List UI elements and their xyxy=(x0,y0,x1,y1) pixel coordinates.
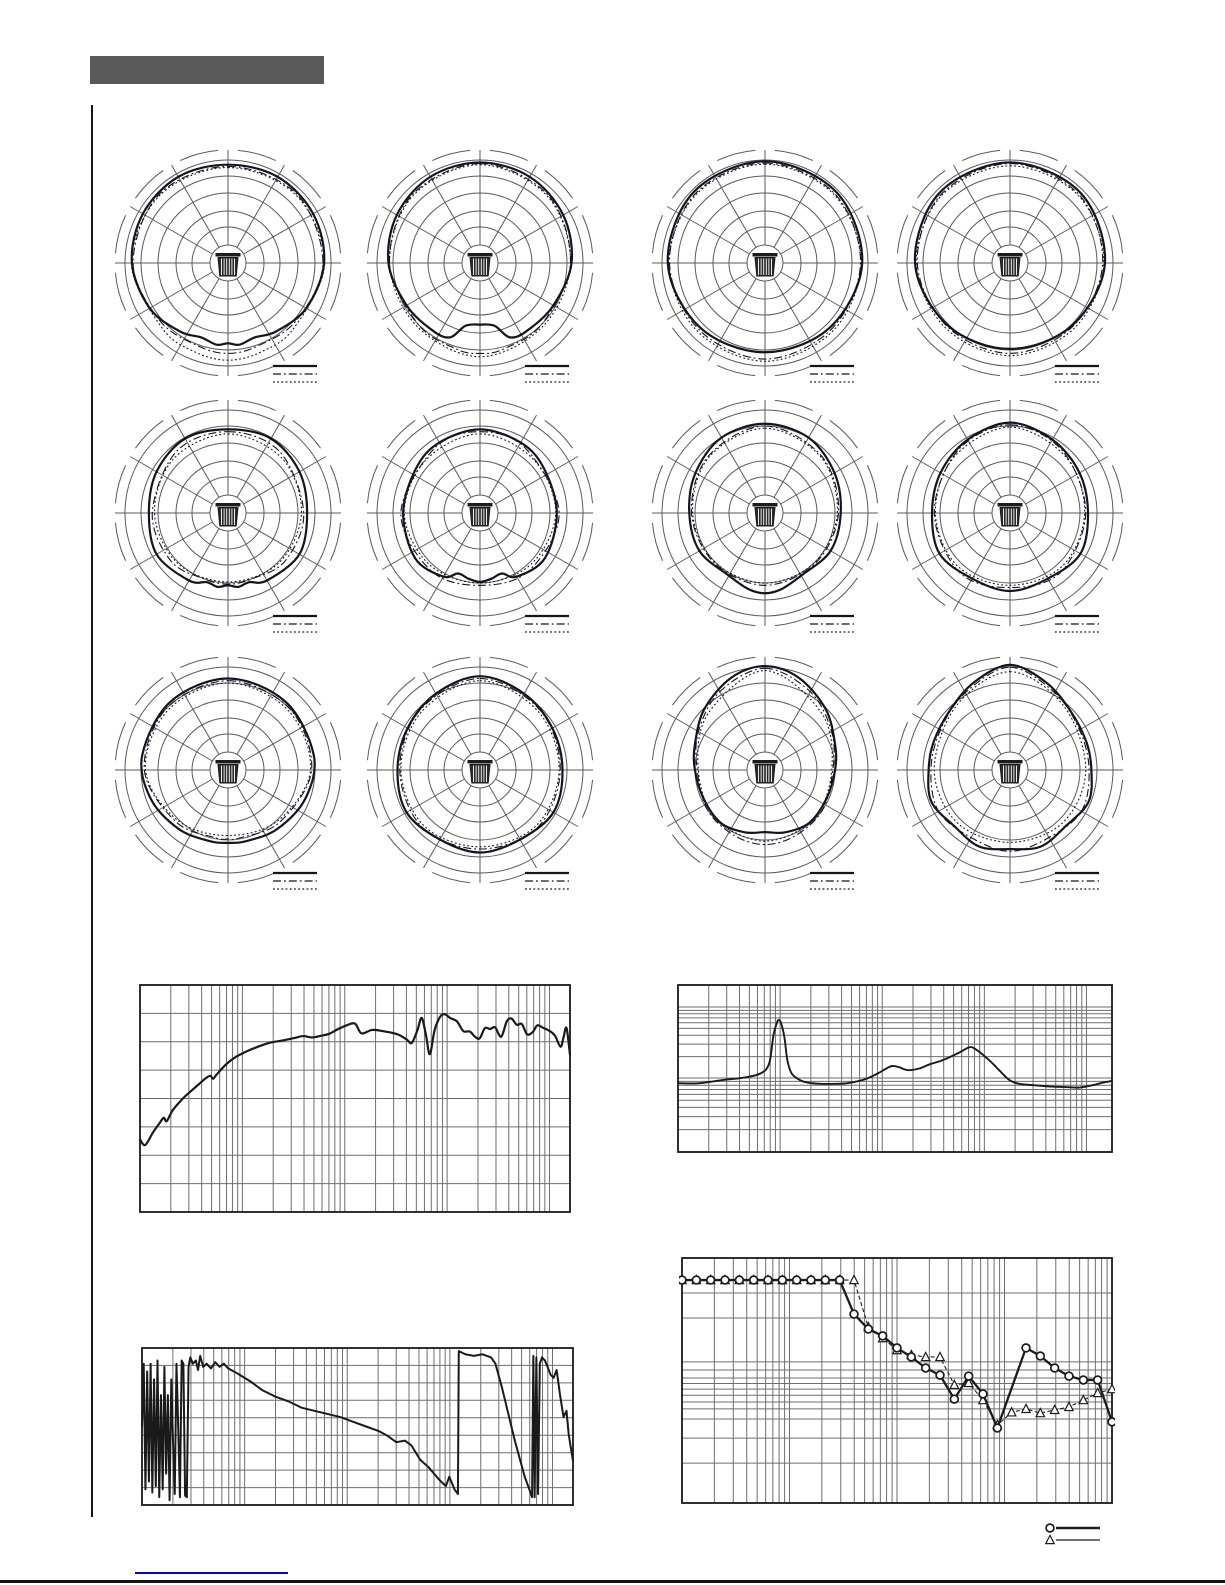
chart-marker-legend xyxy=(1040,1518,1112,1550)
polar-pattern-plot-r1c3 xyxy=(640,145,890,395)
distortion-chart xyxy=(139,1345,576,1508)
polar-pattern-plot-r2c4 xyxy=(885,395,1135,645)
microphone-icon xyxy=(753,253,778,276)
polar-pattern-plot-r3c4 xyxy=(885,652,1135,902)
polar-pattern-plot-r3c1 xyxy=(103,652,353,902)
microphone-icon xyxy=(216,760,241,783)
polar-pattern-plot-r2c2 xyxy=(355,395,605,645)
section-header-bar xyxy=(90,56,324,84)
microphone-icon xyxy=(216,503,241,526)
impedance-chart xyxy=(675,982,1115,1155)
polar-pattern-plot-r3c2 xyxy=(355,652,605,902)
microphone-icon xyxy=(753,760,778,783)
microphone-icon xyxy=(998,503,1023,526)
polar-pattern-plot-r2c3 xyxy=(640,395,890,645)
frequency-response-chart xyxy=(137,982,573,1215)
polar-pattern-plot-r2c1 xyxy=(103,395,353,645)
polar-pattern-plot-r1c4 xyxy=(885,145,1135,395)
page-bottom-rule xyxy=(0,1580,1225,1583)
microphone-icon xyxy=(998,760,1023,783)
max-spl-chart xyxy=(679,1255,1115,1506)
footer-link-underline[interactable] xyxy=(135,1572,288,1574)
microphone-icon xyxy=(468,503,493,526)
microphone-icon xyxy=(468,760,493,783)
polar-pattern-plot-r1c2 xyxy=(355,145,605,395)
page-left-rule xyxy=(91,105,93,1517)
microphone-icon xyxy=(753,503,778,526)
microphone-icon xyxy=(998,253,1023,276)
microphone-icon xyxy=(216,253,241,276)
polar-pattern-plot-r1c1 xyxy=(103,145,353,395)
polar-pattern-plot-r3c3 xyxy=(640,652,890,902)
microphone-icon xyxy=(468,253,493,276)
